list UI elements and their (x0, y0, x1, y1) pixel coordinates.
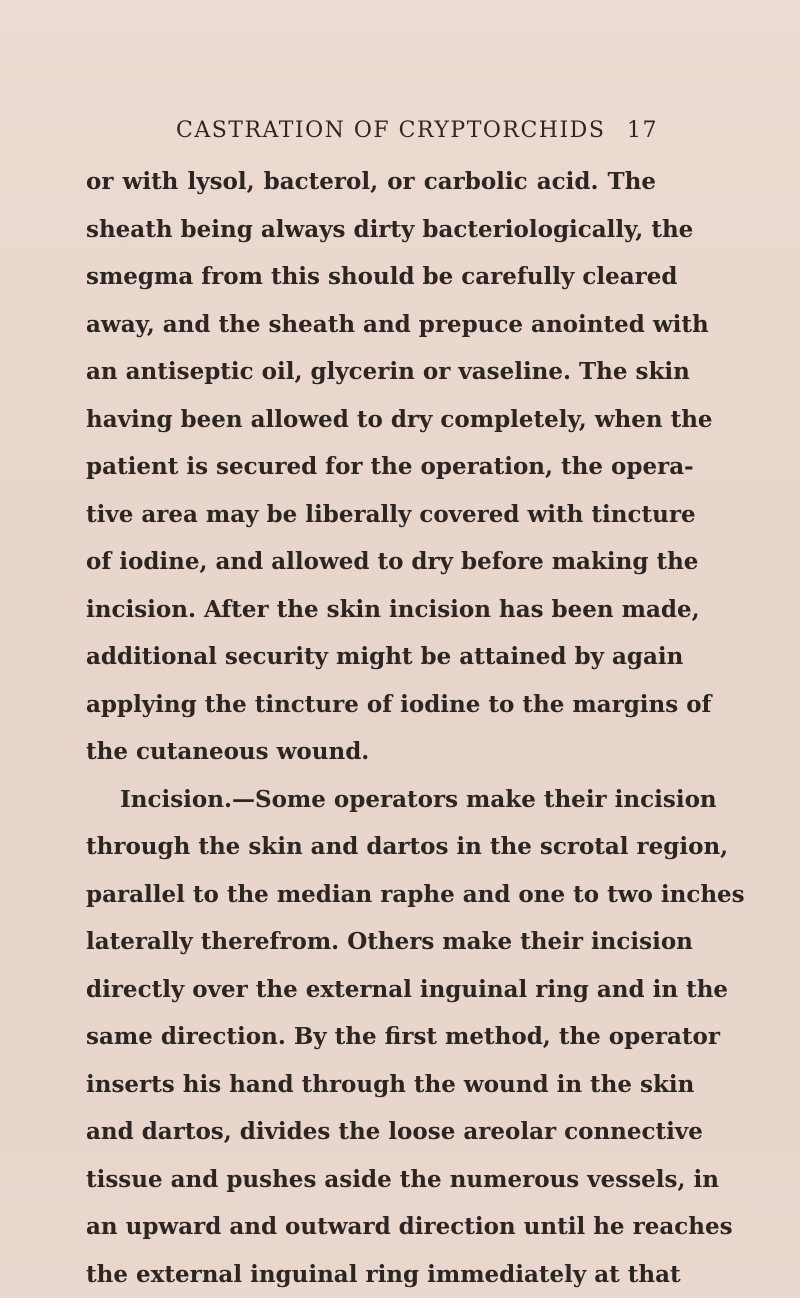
text-line: laterally therefrom. Others make their incision (86, 918, 656, 966)
text-line: or with lysol, bacterol, or carbolic acid. The (86, 158, 656, 206)
text-line: patient is secured for the operation, the opera- (86, 443, 656, 491)
text-line: parallel to the median raphe and one to two inches (86, 871, 656, 919)
text-line: same direction. By the first method, the operator (86, 1013, 656, 1061)
text-line: applying the tincture of iodine to the margins of (86, 681, 656, 729)
text-line: an upward and outward direction until he reaches (86, 1203, 656, 1251)
page-number: 17 (627, 118, 658, 143)
text-line: additional security might be attained by again (86, 633, 656, 681)
text-line: the cutaneous wound. (86, 728, 656, 776)
section-heading-line: Incision.—Some operators make their incision (86, 776, 656, 824)
text-line: incision. After the skin incision has been made, (86, 586, 656, 634)
text-line: smegma from this should be carefully cleared (86, 253, 656, 301)
text-line: an antiseptic oil, glycerin or vaseline. The skin (86, 348, 656, 396)
text-line: of iodine, and allowed to dry before making the (86, 538, 656, 586)
body-text (86, 158, 656, 1298)
text-line: directly over the external inguinal ring and in the (86, 966, 656, 1014)
text-line: inserts his hand through the wound in the skin (86, 1061, 656, 1109)
text-line: the external inguinal ring immediately at that (86, 1251, 656, 1298)
text-line: away, and the sheath and prepuce anointed with (86, 301, 656, 349)
text-line: having been allowed to dry completely, when the (86, 396, 656, 444)
text-line: tive area may be liberally covered with tincture (86, 491, 656, 539)
text-line: sheath being always dirty bacteriologically, the (86, 206, 656, 254)
running-head (176, 112, 658, 148)
text-line: and dartos, divides the loose areolar connective (86, 1108, 656, 1156)
text-line: tissue and pushes aside the numerous vessels, in (86, 1156, 656, 1204)
text-line: through the skin and dartos in the scrotal region, (86, 823, 656, 871)
running-title: CASTRATION OF CRYPTORCHIDS (176, 118, 605, 143)
